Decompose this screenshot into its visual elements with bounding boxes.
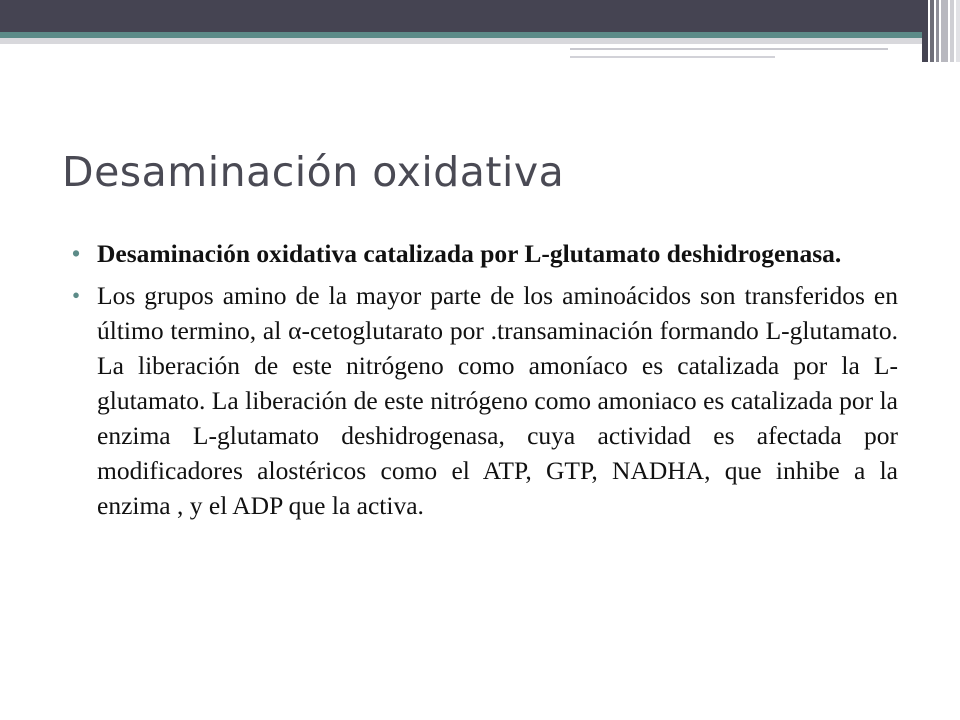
slide-title: Desaminación oxidativa — [62, 148, 565, 196]
bullet-text: Desaminación oxidativa catalizada por L-glutamato deshidrogenasa. — [97, 239, 842, 268]
bullet-dot-icon: • — [72, 241, 81, 266]
header-band-light — [0, 38, 922, 44]
slide-body — [72, 236, 898, 530]
header-band-dark — [0, 0, 922, 32]
header-rule-long — [570, 48, 888, 50]
bullet-text: Los grupos amino de la mayor parte de los aminoácidos son transferidos en último termino, al α-cetoglutarato por .transaminación formando L-glutamato. La liberación de este nitrógeno como amoníaco es catalizada por la L-glutamato. La liberación de este nitrógeno como amoniaco es catalizada por la enzima L-glutamato deshidrogenasa, cuya actividad es afectada por modificadores alostéricos como el ATP, GTP, NADHA, que inhibe a la enzima , y el ADP que la activa. — [97, 281, 898, 520]
header-rule-short — [570, 56, 775, 58]
bullet-item — [72, 278, 898, 523]
bullet-dot-icon: • — [72, 283, 81, 308]
bullet-item — [72, 236, 898, 271]
header-vertical-stripes — [922, 0, 960, 62]
